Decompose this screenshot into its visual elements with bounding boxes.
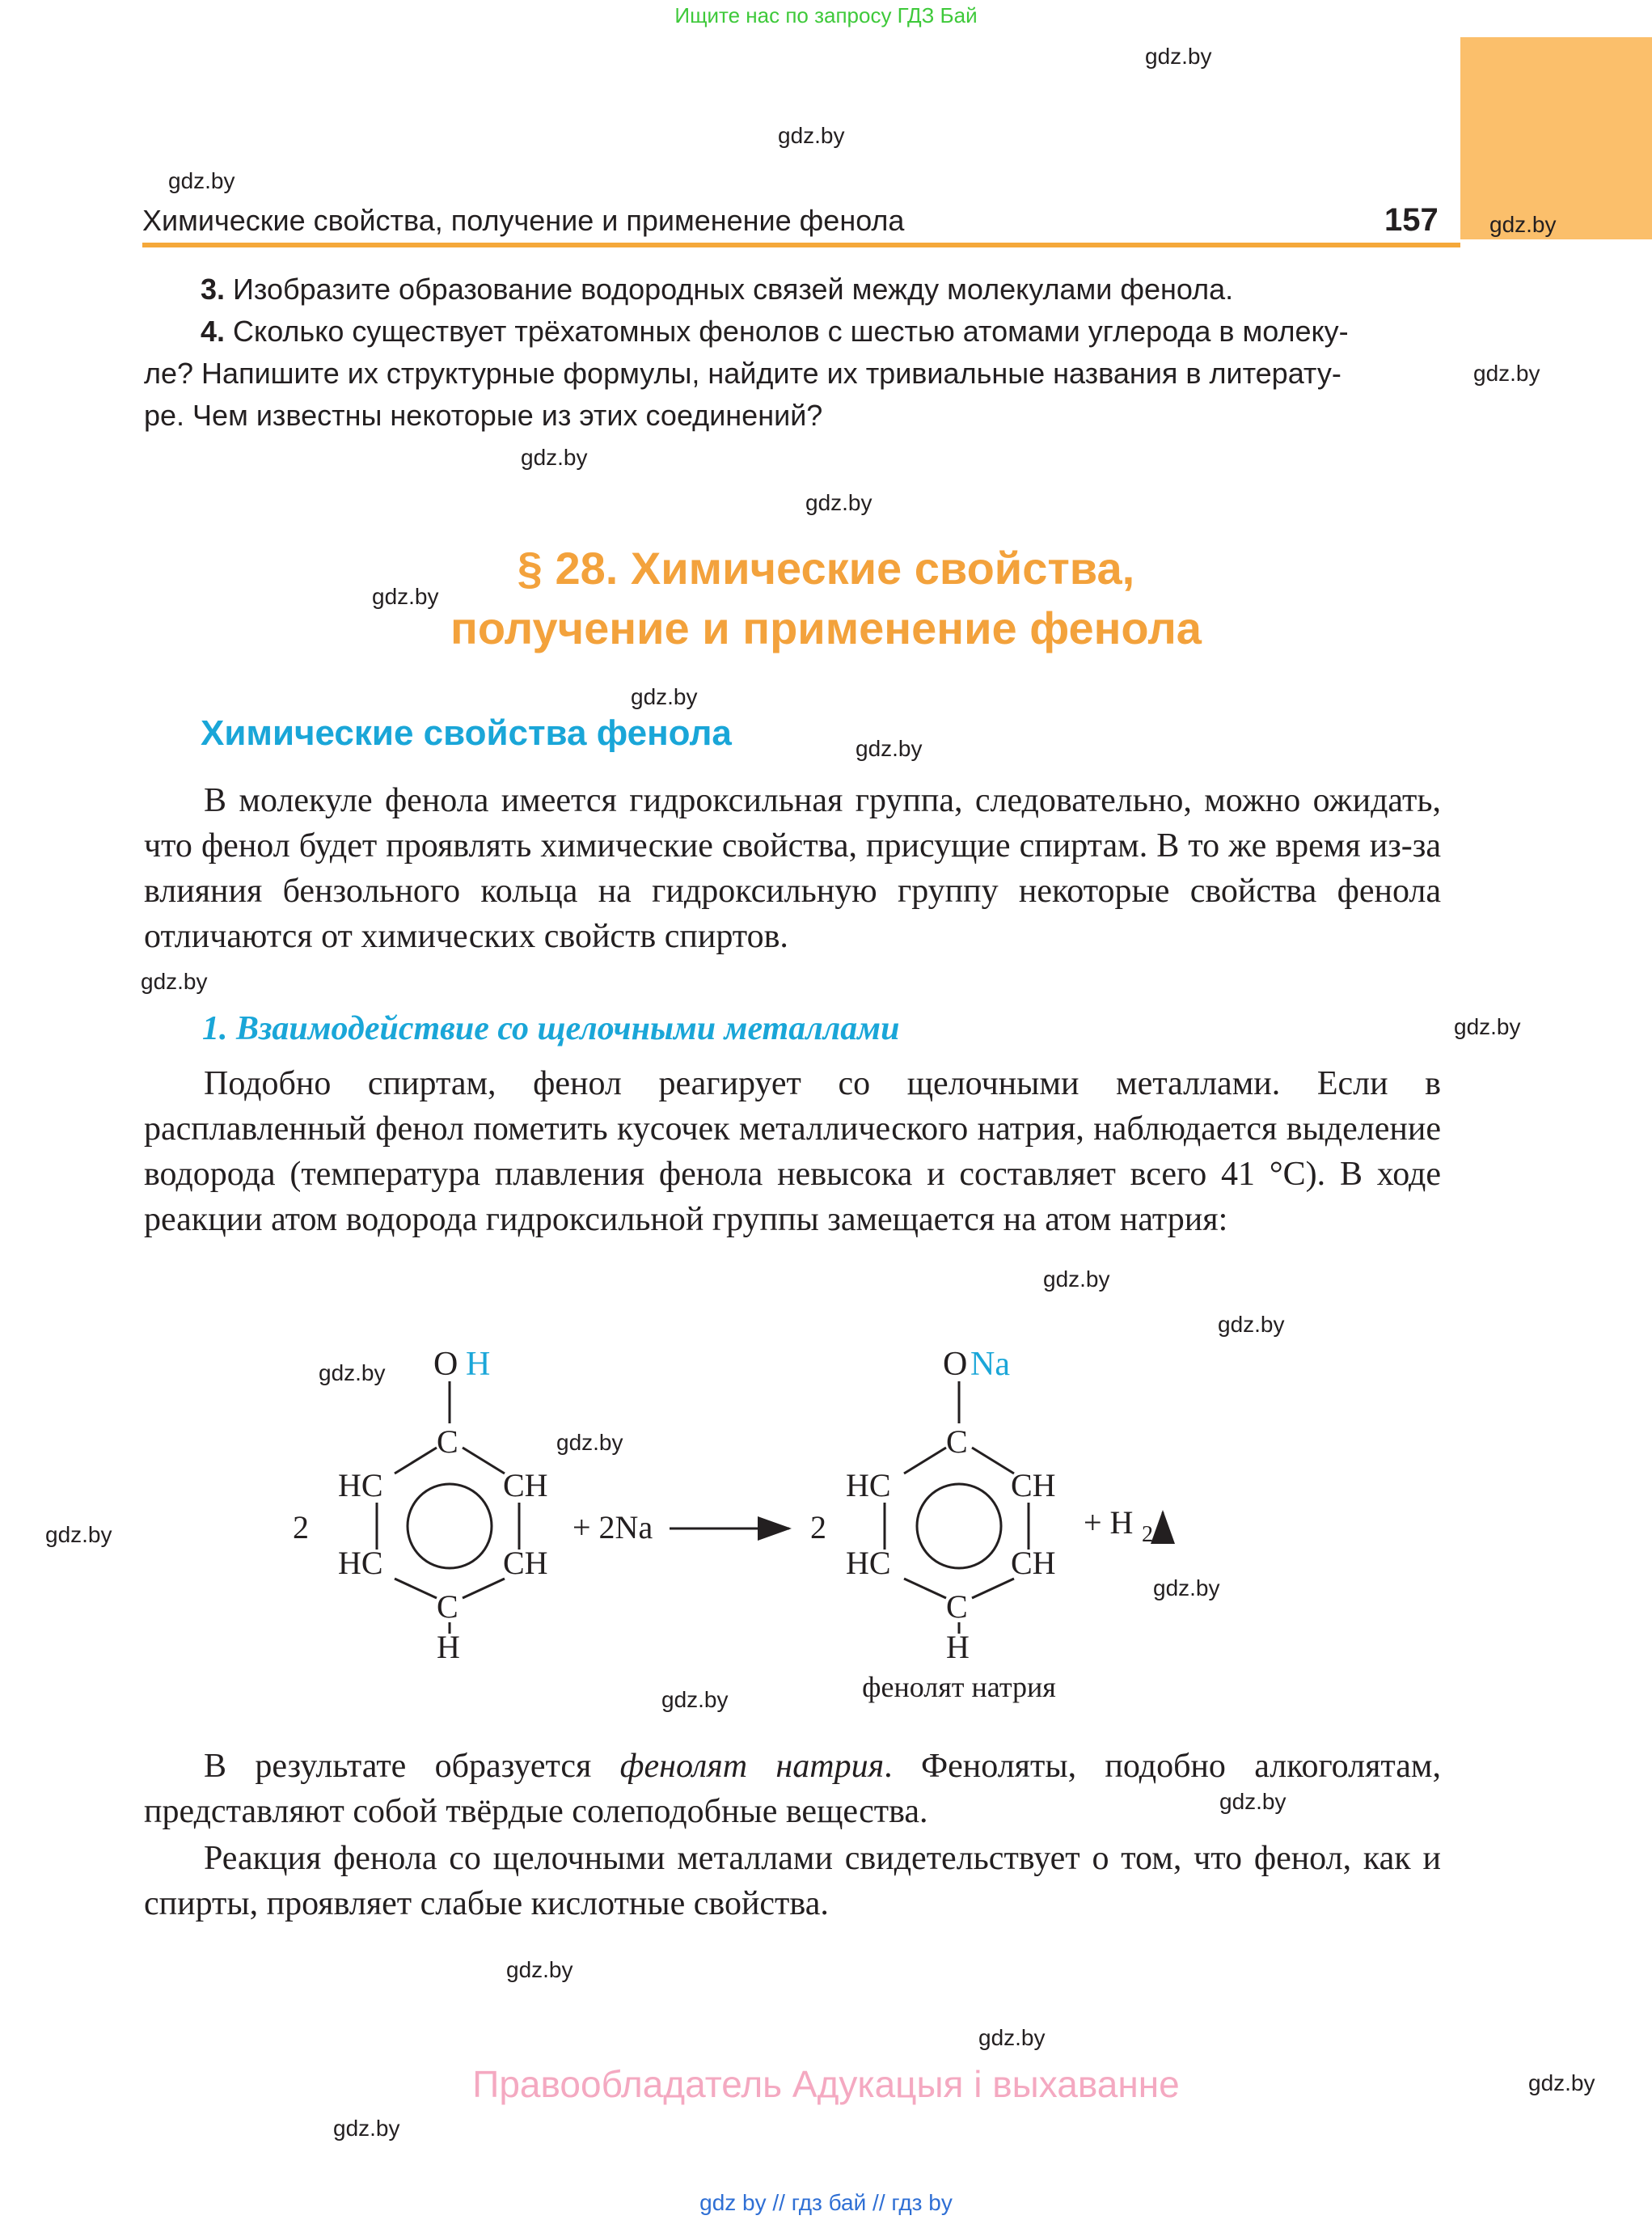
watermark: gdz.by	[978, 2025, 1046, 2050]
corner-color-tab	[1460, 37, 1652, 239]
phenolate-oxygen: O	[943, 1346, 968, 1383]
page-number: 157	[1384, 202, 1439, 238]
watermark: gdz.by	[141, 969, 208, 994]
watermark: gdz.by	[521, 445, 588, 470]
watermark: gdz.by	[1473, 361, 1540, 386]
watermark: gdz.by	[319, 1360, 386, 1385]
question-4-line2: ле? Напишите их структурные формулы, найдите их тривиальные названия в литерату-	[144, 357, 1341, 390]
watermark: gdz.by	[1043, 1266, 1110, 1292]
top-banner: Ищите нас по запросу ГДЗ Бай	[674, 3, 978, 27]
product-label: фенолят натрия	[862, 1671, 1056, 1703]
watermark: gdz.by	[1153, 1575, 1220, 1600]
phenolate-c-top: C	[946, 1423, 968, 1460]
watermark: gdz.by	[1489, 212, 1557, 237]
coef-right: 2	[810, 1509, 826, 1545]
subheading-chemical-properties: Химические свойства фенола	[201, 713, 732, 753]
phenol-hc-left-bottom: HC	[338, 1545, 383, 1581]
watermark: gdz.by	[1528, 2070, 1595, 2095]
phenol-ch-right-bottom: CH	[503, 1545, 548, 1581]
watermark: gdz.by	[778, 123, 845, 148]
footer-links[interactable]: gdz by // гдз бай // гдз by	[699, 2190, 953, 2215]
watermark: gdz.by	[1454, 1014, 1521, 1039]
item-heading-alkali-metals: 1. Взаимодействие со щелочными металлами	[202, 1010, 900, 1047]
phenolate-ch-right-top: CH	[1011, 1467, 1056, 1503]
phenol-hydroxyl-hydrogen: H	[466, 1346, 491, 1383]
section-title-line2: получение и применение фенола	[450, 603, 1202, 653]
watermark: gdz.by	[631, 684, 698, 709]
header-rule	[142, 243, 1460, 247]
phenolate-hc-left-bottom: HC	[846, 1545, 891, 1581]
paragraph-reaction-description: Подобно спиртам, фенол реагирует со щелочными металлами. Если в расплавленный фенол пометить кусочек металлического натрия, наблюдается выделение водорода (температура плавления фенола невысока и составляет всего 41 °C). В ходе реакции атом водорода гидроксильной группы замещается на атом натрия:	[144, 1065, 1441, 1238]
phenol-c-top: C	[437, 1423, 458, 1460]
watermark: gdz.by	[661, 1687, 729, 1712]
watermark: gdz.by	[1145, 44, 1212, 69]
watermark: gdz.by	[45, 1522, 112, 1547]
watermark: gdz.by	[506, 1957, 573, 1982]
plus-hydrogen: + H	[1084, 1504, 1134, 1541]
phenolate-c-bottom: C	[946, 1588, 968, 1625]
phenolate-hc-left-top: HC	[846, 1467, 891, 1503]
phenolate-ch-right-bottom: CH	[1011, 1545, 1056, 1581]
paragraph-conclusion: Реакция фенола со щелочными металлами свидетельствует о том, что фенол, как и спирты, проявляет слабые кислотные свойства.	[144, 1840, 1441, 1922]
term-sodium-phenolate: фенолят натрия	[619, 1748, 885, 1785]
question-4-line3: ре. Чем известны некоторые из этих соединений?	[144, 399, 823, 432]
hydrogen-subscript: 2	[1142, 1522, 1153, 1547]
watermark: gdz.by	[168, 168, 235, 193]
rights-holder: Правообладатель Адукацыя і выхаванне	[472, 2063, 1180, 2105]
paragraph-result: В результате образуется фенолят натрия. Феноляты, подобно алкоголятам, представляют собой твёрдые солеподобные вещества.	[144, 1748, 1441, 1830]
plus-sodium: + 2Na	[572, 1509, 653, 1545]
phenolate-h-bottom: H	[946, 1629, 970, 1665]
question-3: 3. Изобразите образование водородных связей между молекулами фенола.	[201, 273, 1234, 306]
watermark: gdz.by	[805, 490, 872, 515]
phenol-ch-right-top: CH	[503, 1467, 548, 1503]
phenol-h-bottom: H	[437, 1629, 460, 1665]
watermark: gdz.by	[372, 584, 439, 609]
reaction-scheme	[275, 1334, 1213, 1723]
running-title: Химические свойства, получение и применение фенола	[142, 204, 905, 237]
phenol-c-bottom: C	[437, 1588, 458, 1625]
watermark: gdz.by	[1219, 1789, 1287, 1814]
coef-left: 2	[293, 1509, 309, 1545]
watermark: gdz.by	[1218, 1312, 1285, 1337]
phenolate-sodium: Na	[970, 1346, 1010, 1383]
question-4: 4. Сколько существует трёхатомных фенолов с шестью атомами углерода в молеку-	[201, 315, 1349, 348]
paragraph-intro: В молекуле фенола имеется гидроксильная группа, следовательно, можно ожидать, что фенол будет проявлять химические свойства, присущие спиртам. В то же время из-за влияния бензольного кольца на гидроксильную группу некоторые свойства фенола отличаются от химических свойств спиртов.	[144, 782, 1441, 955]
watermark: gdz.by	[856, 736, 923, 761]
watermark: gdz.by	[556, 1430, 623, 1455]
watermark: gdz.by	[333, 2116, 400, 2141]
section-title-line1: § 28. Химические свойства,	[517, 543, 1135, 594]
phenol-hc-left-top: HC	[338, 1467, 383, 1503]
phenol-oxygen: O	[433, 1346, 458, 1383]
